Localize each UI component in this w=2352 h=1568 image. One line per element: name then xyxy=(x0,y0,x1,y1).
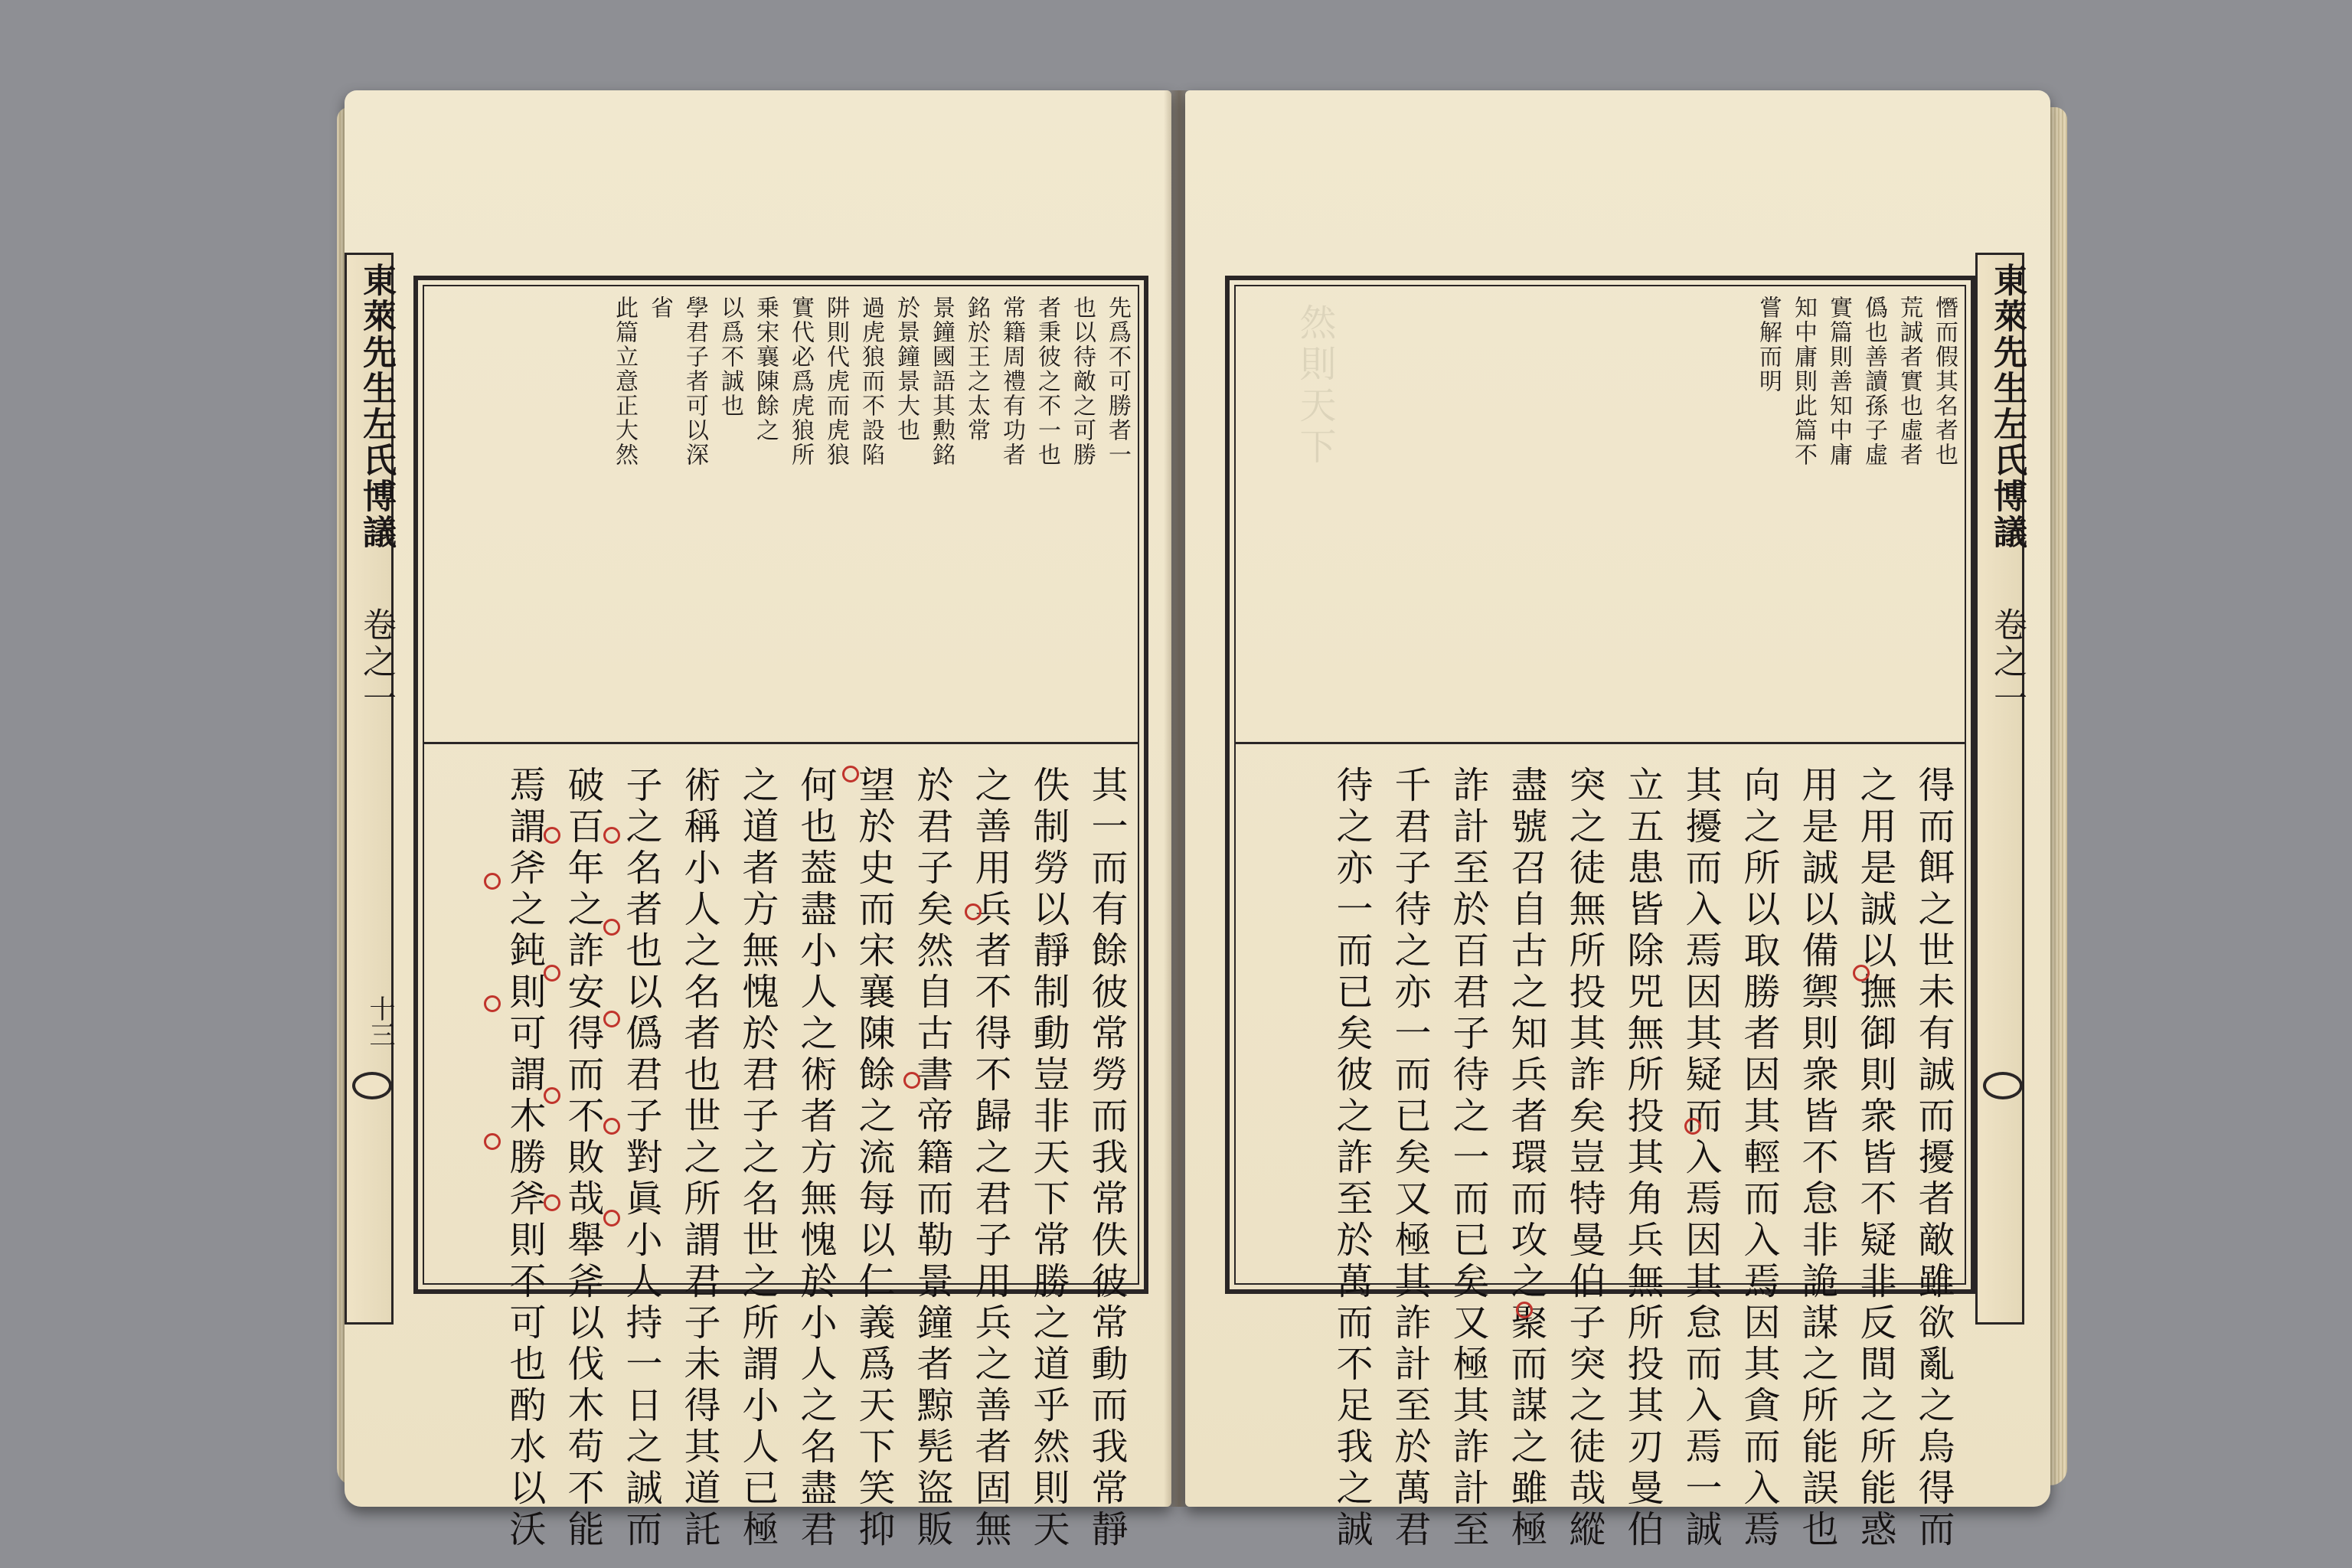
text-column: 焉謂斧之鈍則可謂木勝斧則不可也酌水以沃 xyxy=(503,766,546,1551)
note-column: 阱則代虎而虎狼 xyxy=(822,296,849,467)
text-column: 何也葢盡小人之術者方無愧於小人之名盡君 xyxy=(794,766,837,1551)
red-punctuation-mark xyxy=(603,919,620,936)
red-punctuation-mark xyxy=(603,1011,620,1027)
note-column: 以爲不誠也 xyxy=(717,296,743,418)
note-column: 憯而假其名者也 xyxy=(1931,296,1958,467)
red-punctuation-mark xyxy=(603,1118,620,1135)
right-main-text xyxy=(1234,752,1966,1551)
text-column: 用是誠以備禦則衆皆不怠非詭謀之所能誤也 xyxy=(1795,766,1838,1551)
left-page-number: 十三 xyxy=(364,995,395,1047)
red-punctuation-mark xyxy=(544,965,560,982)
right-banner-volume: 卷之一 xyxy=(1988,607,2027,717)
red-punctuation-mark xyxy=(484,1133,501,1150)
red-punctuation-mark xyxy=(603,827,620,844)
red-punctuation-mark xyxy=(484,873,501,890)
text-column: 破百年之詐安得而不敗哉舉斧以伐木苟不能 xyxy=(561,766,604,1551)
left-banner-volume: 卷之一 xyxy=(357,607,396,717)
note-column: 此篇立意正大然 xyxy=(611,296,638,467)
red-punctuation-mark xyxy=(903,1072,920,1089)
red-punctuation-mark xyxy=(544,1194,560,1211)
note-column: 銘於王之太常 xyxy=(963,296,990,443)
red-punctuation-mark xyxy=(544,1087,560,1104)
red-punctuation-mark xyxy=(1516,1302,1533,1318)
right-fold-mark xyxy=(1983,1072,2023,1099)
note-column: 荒誠者實也虛者 xyxy=(1896,296,1922,467)
note-column: 也以待敵之可勝 xyxy=(1069,296,1096,467)
red-punctuation-mark xyxy=(842,766,859,782)
red-punctuation-mark xyxy=(484,995,501,1012)
note-column: 省 xyxy=(646,296,673,320)
left-page-banner xyxy=(345,253,394,1325)
note-column: 乗宋襄陳餘之 xyxy=(752,296,779,443)
note-column: 知中庸則此篇不 xyxy=(1790,296,1817,467)
note-column: 於景鐘景大也 xyxy=(893,296,920,443)
red-punctuation-mark xyxy=(1684,1118,1701,1135)
note-column: 景鐘國語其勲銘 xyxy=(928,296,955,467)
text-column: 望於史而宋襄陳餘之流每以仁義爲天下笑抑 xyxy=(852,766,895,1551)
text-column: 詐計至於百君子待之一而已矣又極其詐計至 xyxy=(1446,766,1489,1551)
red-punctuation-mark xyxy=(1853,965,1870,982)
note-column: 實代必爲虎狼所 xyxy=(787,296,814,467)
text-column: 向之所以取勝者因其輕而入焉因其貪而入焉 xyxy=(1737,766,1780,1551)
text-column: 突之徒無所投其詐矣豈特曼伯子突之徒哉縱 xyxy=(1563,766,1606,1551)
text-column: 於君子矣然自古書帝籍而勒景鐘者黥髡盜販 xyxy=(910,766,953,1551)
note-column: 嘗解而明 xyxy=(1755,296,1782,394)
note-column: 者秉彼之不一也 xyxy=(1034,296,1060,467)
text-column: 佚制勞以靜制動豈非天下常勝之道乎然則天 xyxy=(1027,766,1070,1551)
text-column: 術稱小人之名者也世之所謂君子未得其道託 xyxy=(678,766,720,1551)
left-main-text xyxy=(423,752,1139,1551)
right-page-banner xyxy=(1975,253,2027,1325)
text-column: 立五患皆除兕無所投其角兵無所投其刃曼伯 xyxy=(1621,766,1664,1551)
red-punctuation-mark xyxy=(544,827,560,844)
text-column: 盡號召自古之知兵者環而攻之聚而謀之雖極 xyxy=(1504,766,1547,1551)
note-column: 僞也善讀孫子虛 xyxy=(1860,296,1887,467)
text-column: 之用是誠以撫御則衆皆不疑非反間之所能惑 xyxy=(1854,766,1896,1551)
right-notes-section xyxy=(1234,285,1966,744)
note-column: 先爲不可勝者一 xyxy=(1104,296,1131,467)
right-banner-title: 東萊先生左氏博議 xyxy=(1988,263,2027,550)
bleed-through-text: 然則天下 xyxy=(1293,303,1336,469)
left-fold-mark xyxy=(352,1072,392,1099)
left-text-frame xyxy=(413,276,1148,1551)
red-punctuation-mark xyxy=(965,903,982,920)
note-column: 學君子者可以深 xyxy=(681,296,708,467)
red-punctuation-mark xyxy=(603,1210,620,1227)
text-column: 子之名者也以僞君子對眞小人持一日之誠而 xyxy=(619,766,662,1551)
text-column: 其一而有餘彼常勞而我常佚彼常動而我常靜 xyxy=(1085,766,1128,1551)
note-column: 實篇則善知中庸 xyxy=(1825,296,1852,467)
text-column: 待之亦一而已矣彼之詐至於萬而不足我之誠 xyxy=(1330,766,1373,1551)
left-banner-title: 東萊先生左氏博議 xyxy=(357,263,396,550)
left-notes-section xyxy=(423,285,1139,744)
text-column: 之道者方無愧於君子之名世之所謂小人已極 xyxy=(736,766,779,1551)
text-column: 千君子待之亦一而已矣又極其詐計至於萬君 xyxy=(1388,766,1431,1551)
right-text-frame xyxy=(1225,276,1975,1551)
note-column: 常籍周禮有功者 xyxy=(998,296,1025,467)
text-column: 其擾而入焉因其疑而入焉因其怠而入焉一誠 xyxy=(1679,766,1722,1551)
text-column: 得而餌之世未有誠而擾者敵雖欲亂之烏得而 xyxy=(1912,766,1955,1551)
note-column: 過虎狼而不設陷 xyxy=(858,296,884,467)
text-column: 之善用兵者不得不歸之君子用兵之善者固無 xyxy=(969,766,1011,1551)
